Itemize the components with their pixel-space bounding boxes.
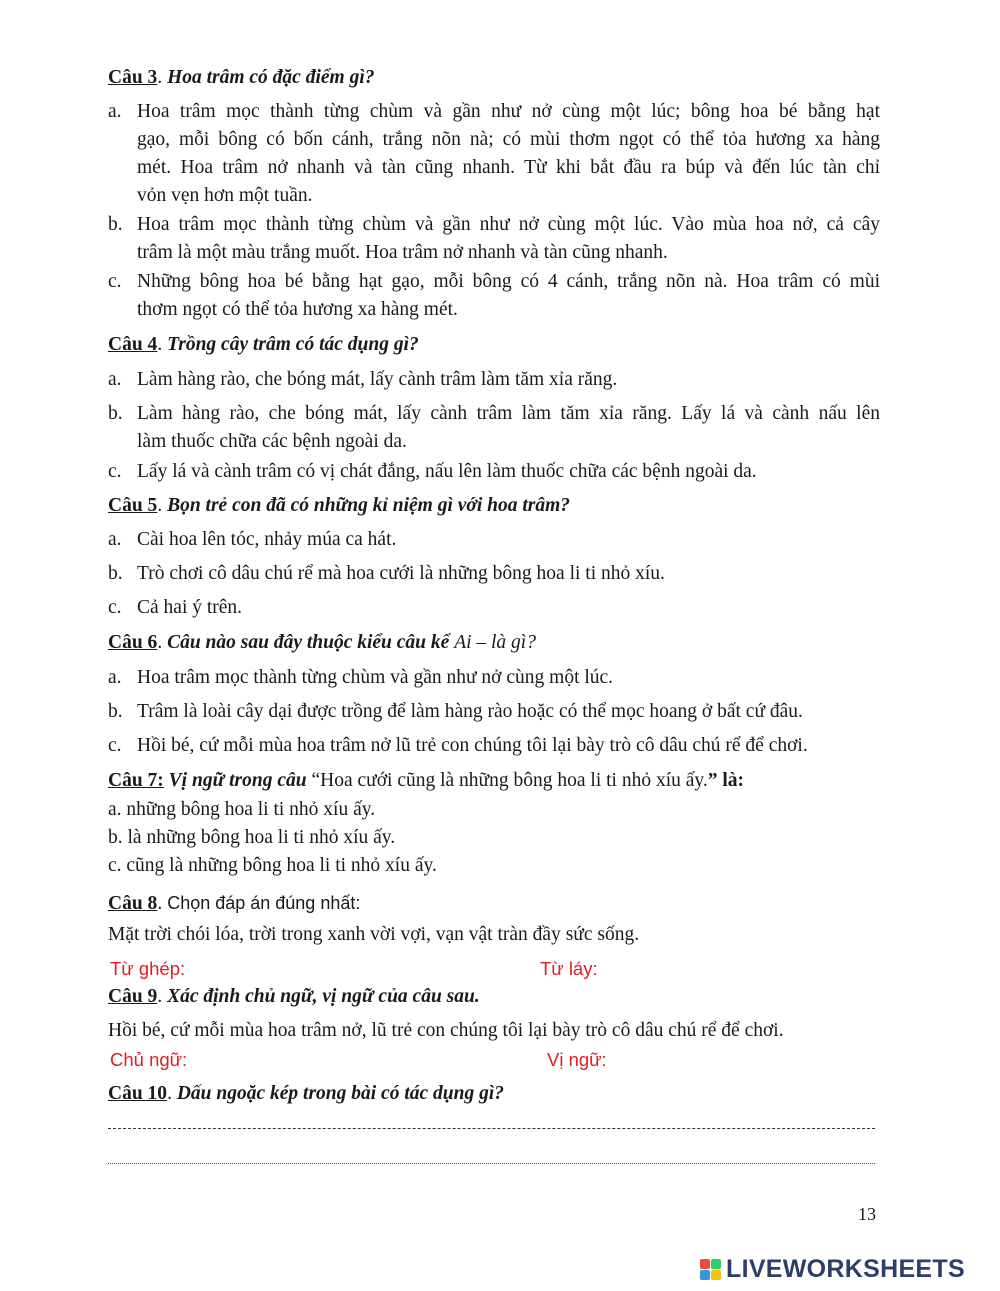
answer-line-1[interactable] xyxy=(108,1128,875,1129)
q6-question: Câu nào sau đây thuộc kiểu câu kể xyxy=(167,632,455,653)
q4-sep: . xyxy=(157,334,168,355)
q3-option-a-line-1[interactable] xyxy=(108,98,880,126)
q6-option-b[interactable] xyxy=(108,698,880,726)
option-text: Những bông hoa bé bằng hạt gạo, mỗi bông có 4 cánh, trắng nõn nà. Hoa trâm có mùi xyxy=(137,271,880,292)
q4-option-b-line-1[interactable] xyxy=(108,400,880,428)
liveworksheets-brand xyxy=(700,1256,965,1282)
q8-sep: . xyxy=(157,893,163,914)
option-text: Hoa trâm mọc thành từng chùm và gần như nở cùng một lúc. xyxy=(137,667,614,688)
q9-sep: . xyxy=(157,986,168,1007)
option-text: Cả hai ý trên. xyxy=(137,597,243,618)
brand-text: LIVEWORKSHEETS xyxy=(726,1254,965,1283)
q9-chu-ngu-label: Chủ ngữ: xyxy=(110,1049,188,1070)
option-text: Hoa trâm mọc thành từng chùm và gần như nở cùng một lúc; bông hoa bé bằng hạt xyxy=(137,101,880,122)
option-text: Hồi bé, cứ mỗi mùa hoa trâm nở lũ trẻ con chúng tôi lại bày trò cô dâu chú rể để chơi. xyxy=(137,735,808,756)
option-letter: b. xyxy=(108,214,123,235)
q8-sentence: Mặt trời chói lóa, trời trong xanh vời vợi, vạn vật tràn đầy sức sống. xyxy=(108,924,640,945)
q6-question-tail: Ai – là gì? xyxy=(454,632,536,653)
q3-option-a-line-3: mét. Hoa trâm nở nhanh và tàn cũng nhanh. Từ khi bắt đầu ra búp và đến lúc tàn chỉ xyxy=(137,157,880,178)
q5-sep: . xyxy=(157,495,168,516)
q7-heading xyxy=(108,767,880,795)
q8-tu-ghep-label: Từ ghép: xyxy=(110,958,186,979)
q9-label: Câu 9 xyxy=(108,986,158,1007)
answer-line-2[interactable] xyxy=(108,1163,875,1164)
q10-sep: . xyxy=(167,1083,177,1104)
q5-option-b[interactable] xyxy=(108,560,880,588)
q9-sentence: Hồi bé, cứ mỗi mùa hoa trâm nở, lũ trẻ con chúng tôi lại bày trò cô dâu chú rể để chơi. xyxy=(108,1020,784,1041)
q8-tu-lay-input[interactable] xyxy=(615,955,875,981)
q4-label: Câu 4 xyxy=(108,334,158,355)
option-text: Làm hàng rào, che bóng mát, lấy cành trâm làm tăm xỉa răng. xyxy=(137,369,618,390)
option-letter: c. xyxy=(108,271,122,292)
q3-heading xyxy=(108,64,880,92)
q9-question: Xác định chủ ngữ, vị ngữ của câu sau. xyxy=(167,986,480,1007)
option-text: Cài hoa lên tóc, nhảy múa ca hát. xyxy=(137,529,397,550)
q9-vi-ngu-input[interactable] xyxy=(620,1046,875,1072)
q4-option-a[interactable] xyxy=(108,366,880,394)
q6-sep: . xyxy=(157,632,168,653)
page-number: 13 xyxy=(858,1204,876,1224)
q7-option-b[interactable]: b. là những bông hoa li ti nhỏ xíu ấy. xyxy=(108,827,396,848)
q6-option-a[interactable] xyxy=(108,664,880,692)
option-text: Trâm là loài cây dại được trồng để làm hàng rào hoặc có thể mọc hoang ở bất cứ đâu. xyxy=(137,701,803,722)
q7-end: ” là: xyxy=(707,770,745,791)
liveworksheets-logo-icon xyxy=(700,1259,721,1280)
option-letter: a. xyxy=(108,101,122,122)
q5-heading xyxy=(108,492,880,520)
q6-label: Câu 6 xyxy=(108,632,158,653)
q5-option-a[interactable] xyxy=(108,526,880,554)
q3-option-b-line-1[interactable] xyxy=(108,211,880,239)
q10-heading xyxy=(108,1080,880,1108)
q9-vi-ngu-label: Vị ngữ: xyxy=(547,1049,607,1070)
option-letter: b. xyxy=(108,403,123,424)
q3-option-c-line-1[interactable] xyxy=(108,268,880,296)
q5-label: Câu 5 xyxy=(108,495,158,516)
q5-question: Bọn trẻ con đã có những kỉ niệm gì với hoa trâm? xyxy=(167,495,571,516)
q10-question: Dấu ngoặc kép trong bài có tác dụng gì? xyxy=(176,1083,504,1104)
option-text: Lấy lá và cành trâm có vị chát đắng, nấu lên làm thuốc chữa các bệnh ngoài da. xyxy=(137,461,757,482)
q7-option-a[interactable]: a. những bông hoa li ti nhỏ xíu ấy. xyxy=(108,799,376,820)
q8-tu-ghep-input[interactable] xyxy=(205,955,525,981)
q5-option-c[interactable] xyxy=(108,594,880,622)
option-text: Trò chơi cô dâu chú rể mà hoa cưới là những bông hoa li ti nhỏ xíu. xyxy=(137,563,665,584)
q4-option-c[interactable] xyxy=(108,458,880,486)
q10-label: Câu 10 xyxy=(108,1083,168,1104)
option-letter: c. xyxy=(108,461,122,482)
q8-heading xyxy=(108,889,880,918)
q7-quote: “Hoa cưới cũng là những bông hoa li ti nhỏ xíu ấy. xyxy=(306,770,708,791)
q3-label: Câu 3 xyxy=(108,67,158,88)
option-letter: a. xyxy=(108,667,122,688)
q9-heading xyxy=(108,983,880,1011)
q8-label: Câu 8 xyxy=(108,893,158,914)
option-letter: a. xyxy=(108,369,122,390)
q6-heading xyxy=(108,629,880,657)
option-text: Làm hàng rào, che bóng mát, lấy cành trâm làm tăm xỉa răng. Lấy lá và cành nấu lên xyxy=(137,403,880,424)
option-text: Hoa trâm mọc thành từng chùm và gần như nở cùng một lúc. Vào mùa hoa nở, cả cây xyxy=(137,214,880,235)
option-letter: a. xyxy=(108,529,122,550)
option-letter: c. xyxy=(108,597,122,618)
q3-option-c-line-2: thơm ngọt có thể tỏa hương xa hàng mét. xyxy=(137,299,458,320)
q7-option-c[interactable]: c. cũng là những bông hoa li ti nhỏ xíu ấy. xyxy=(108,855,437,876)
q4-question: Trồng cây trâm có tác dụng gì? xyxy=(167,334,419,355)
q7-question: Vị ngữ trong câu xyxy=(163,770,307,791)
q3-sep: . xyxy=(157,67,168,88)
option-letter: b. xyxy=(108,701,123,722)
q4-option-b-line-2: làm thuốc chữa các bệnh ngoài da. xyxy=(137,431,407,452)
option-letter: c. xyxy=(108,735,122,756)
option-letter: b. xyxy=(108,563,123,584)
q4-heading xyxy=(108,331,880,359)
q3-option-b-line-2: trâm là một màu trắng muốt. Hoa trâm nở nhanh và tàn cũng nhanh. xyxy=(137,242,668,263)
q3-option-a-line-2: gạo, mỗi bông có bốn cánh, trắng nõn nà; có mùi thơm ngọt có thể tỏa hương xa hàng xyxy=(137,129,880,150)
q8-question: Chọn đáp án đúng nhất: xyxy=(162,893,361,913)
q7-label: Câu 7: xyxy=(108,770,164,791)
q8-tu-lay-label: Từ láy: xyxy=(540,958,598,979)
q3-option-a-line-4: vỏn vẹn hơn một tuần. xyxy=(137,185,313,206)
q9-chu-ngu-input[interactable] xyxy=(205,1046,525,1072)
q3-question: Hoa trâm có đặc điểm gì? xyxy=(167,67,375,88)
q6-option-c[interactable] xyxy=(108,732,880,760)
